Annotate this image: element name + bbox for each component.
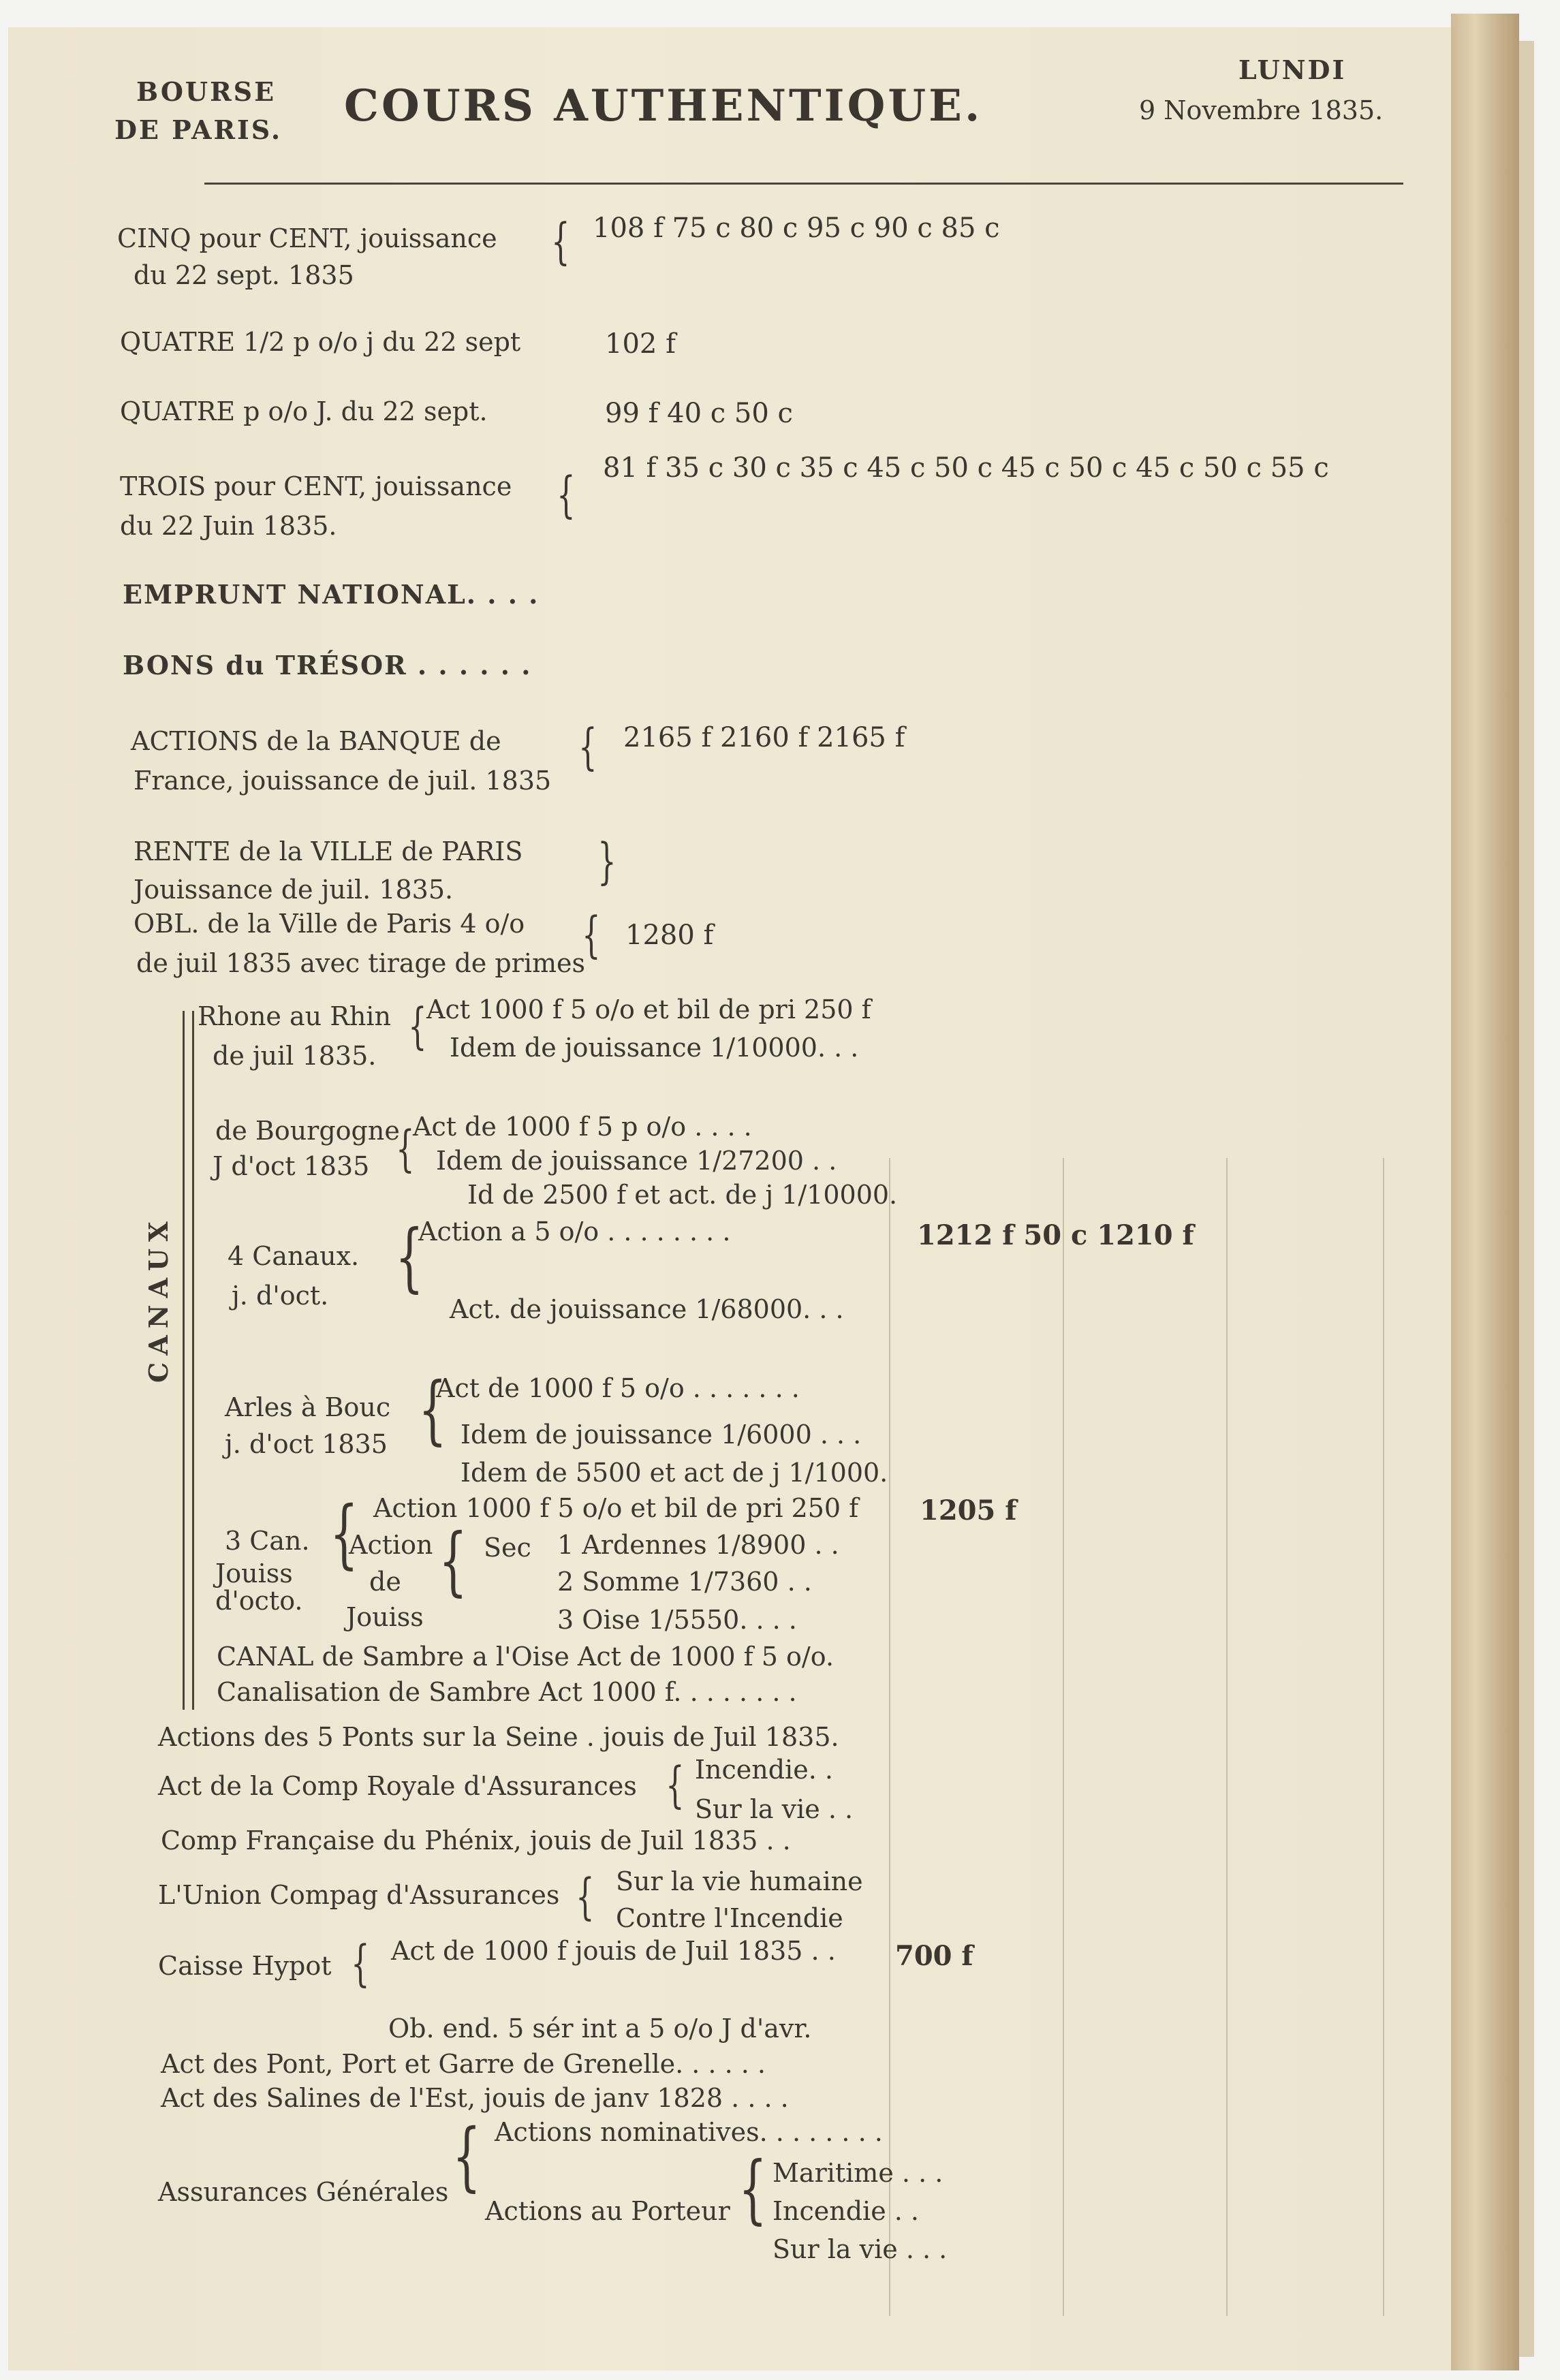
page-spine [1451,14,1519,2370]
obl-ville-label: OBL. de la Ville de Paris 4 o/o [134,909,525,939]
banque-brace: { [578,718,597,775]
generales-incendie: Incendie . . [773,2196,920,2226]
caisse-line: Act de 1000 f jouis de Juil 1835 . . [391,1936,836,1966]
bourgogne-brace: { [396,1120,415,1177]
rhone-line1: Act 1000 f 5 o/o et bil de pri 250 f [426,995,871,1024]
union-label: L'Union Compag d'Assurances [158,1880,560,1910]
royale-vie: Sur la vie . . [695,1794,854,1824]
bourgogne-line3: Id de 2500 f et act. de j 1/10000. [467,1180,898,1210]
union-incendie: Contre l'Incendie [616,1903,843,1933]
page-title: COURS AUTHENTIQUE. [344,80,983,131]
obl-ville-prices: 1280 f [625,920,714,951]
quatre-label: QUATRE p o/o J. du 22 sept. [120,396,488,426]
royale-brace: { [666,1756,685,1813]
generales-vie: Sur la vie . . . [773,2234,948,2264]
phenix-label: Comp Française du Phénix, jouis de Juil 1835 . . [161,1826,791,1856]
generales-porteur-brace: { [738,2145,767,2232]
quatre-canaux-date: j. d'oct. [232,1281,329,1311]
trois-canaux-line2: 1 Ardennes 1/8900 . . [557,1530,839,1560]
arles-date: j. d'oct 1835 [225,1429,388,1459]
quatre-canaux-line2: Act. de jouissance 1/68000. . . [450,1294,844,1324]
quatre-canaux-line1: Action a 5 o/o . . . . . . . . [418,1217,731,1247]
trois-canaux-octo: d'octo. [215,1586,303,1616]
rhone-name: Rhone au Rhin [198,1001,391,1031]
bourse-label-line2: DE PARIS. [114,114,283,145]
quatre-demi-label: QUATRE 1/2 p o/o j du 22 sept [120,327,521,357]
trois-date: du 22 Juin 1835. [120,511,337,541]
generales-porteur: Actions au Porteur [485,2196,730,2226]
bons-label: BONS du TRÉSOR . . . . . . [123,650,532,680]
quatre-canaux-prices: 1212 f 50 c 1210 f [917,1219,1194,1251]
caisse-brace: { [351,1935,370,1992]
canaux-side-label: CANAUX [143,1215,174,1383]
trois-brace: { [557,466,576,523]
trois-canaux-line3: 2 Somme 1/7360 . . [557,1567,812,1597]
banque-prices: 2165 f 2160 f 2165 f [623,722,905,753]
trois-label: TROIS pour CENT, jouissance [120,471,512,501]
bleed-column-rule [889,1158,890,2316]
trois-canaux-line1: Action 1000 f 5 o/o et bil de pri 250 f [373,1493,859,1523]
cinq-brace: { [551,213,570,270]
obl-ville-detail: de juil 1835 avec tirage de primes [136,948,585,978]
canalisation-label: Canalisation de Sambre Act 1000 f. . . . . . . . [217,1677,797,1707]
page-edge [1519,41,1534,2357]
trois-canaux-col-de: de [369,1567,401,1597]
rente-ville-label: RENTE de la VILLE de PARIS [134,836,523,866]
arles-brace: { [418,1366,447,1453]
bleed-column-rule [1063,1158,1064,2316]
bourse-label-line1: BOURSE [136,76,277,107]
royale-label: Act de la Comp Royale d'Assurances [158,1771,637,1801]
union-brace: { [576,1868,595,1925]
arles-line1: Act de 1000 f 5 o/o . . . . . . . [436,1373,800,1403]
cinq-date: du 22 sept. 1835 [134,260,354,290]
grenelle-label: Act des Pont, Port et Garre de Grenelle. . . . . . [161,2049,766,2079]
quatre-canaux-name: 4 Canaux. [228,1241,360,1271]
banque-label: ACTIONS de la BANQUE de [131,726,501,756]
salines-label: Act des Salines de l'Est, jouis de janv 1828 . . . . [161,2083,789,2113]
rhone-line2: Idem de jouissance 1/10000. . . [450,1033,859,1063]
bourgogne-line2: Idem de jouissance 1/27200 . . [436,1146,837,1176]
generales-brace: { [452,2112,481,2199]
rhone-brace: { [408,997,427,1054]
generales-maritime: Maritime . . . [773,2158,943,2188]
bleed-column-rule [1383,1158,1384,2316]
arles-line2: Idem de jouissance 1/6000 . . . [461,1420,862,1450]
caisse-label: Caisse Hypot [158,1951,332,1981]
trois-canaux-col-action: Action [349,1530,433,1560]
ponts-label: Actions des 5 Ponts sur la Seine . jouis de Juil 1835. [158,1722,839,1752]
trois-canaux-brace: { [330,1490,358,1577]
union-vie: Sur la vie humaine [616,1866,863,1896]
obl-ville-brace: { [582,906,601,963]
trois-canaux-prices: 1205 f [920,1494,1017,1526]
ob-end-label: Ob. end. 5 sér int a 5 o/o J d'avr. [388,2014,812,2044]
bourgogne-date: J d'oct 1835 [213,1151,370,1181]
trois-canaux-sec: Sec [484,1533,531,1563]
date-label: 9 Novembre 1835. [1139,95,1384,125]
quatre-canaux-brace: { [395,1213,424,1300]
royale-incendie: Incendie. . [695,1755,833,1785]
generales-label: Assurances Générales [158,2177,449,2207]
arles-line3: Idem de 5500 et act de j 1/1000. [461,1458,888,1488]
trois-canaux-line4: 3 Oise 1/5550. . . . [557,1605,797,1635]
trois-canaux-jouiss: Jouiss [215,1559,293,1588]
bleed-column-rule [1226,1158,1228,2316]
trois-canaux-sub-brace: { [439,1517,467,1604]
canaux-bracket-outer [183,1011,185,1710]
caisse-price: 700 f [895,1940,973,1972]
rente-ville-date: Jouissance de juil. 1835. [134,875,454,905]
canaux-bracket-inner [192,1011,194,1710]
bourgogne-line1: Act de 1000 f 5 p o/o . . . . [413,1112,752,1142]
trois-canaux-col-jouiss: Jouiss [346,1602,424,1632]
cinq-prices: 108 f 75 c 80 c 95 c 90 c 85 c [593,213,1000,244]
arles-name: Arles à Bouc [225,1392,391,1422]
rente-ville-brace: } [597,832,617,890]
rhone-date: de juil 1835. [213,1041,377,1071]
quatre-demi-prices: 102 f [605,328,676,360]
trois-prices: 81 f 35 c 30 c 35 c 45 c 50 c 45 c 50 c 45 c 50 c 55 c [603,452,1329,484]
emprunt-label: EMPRUNT NATIONAL. . . . [123,579,540,610]
day-label: LUNDI [1238,54,1347,85]
trois-canaux-name: 3 Can. [225,1526,310,1556]
header-rule [204,183,1403,185]
generales-nominatives: Actions nominatives. . . . . . . . [495,2117,883,2147]
sambre-label: CANAL de Sambre a l'Oise Act de 1000 f 5 o/o. [217,1642,834,1672]
banque-date: France, jouissance de juil. 1835 [134,766,552,796]
bourgogne-name: de Bourgogne [215,1116,400,1146]
cinq-label: CINQ pour CENT, jouissance [117,223,497,253]
quatre-prices: 99 f 40 c 50 c [605,398,793,429]
